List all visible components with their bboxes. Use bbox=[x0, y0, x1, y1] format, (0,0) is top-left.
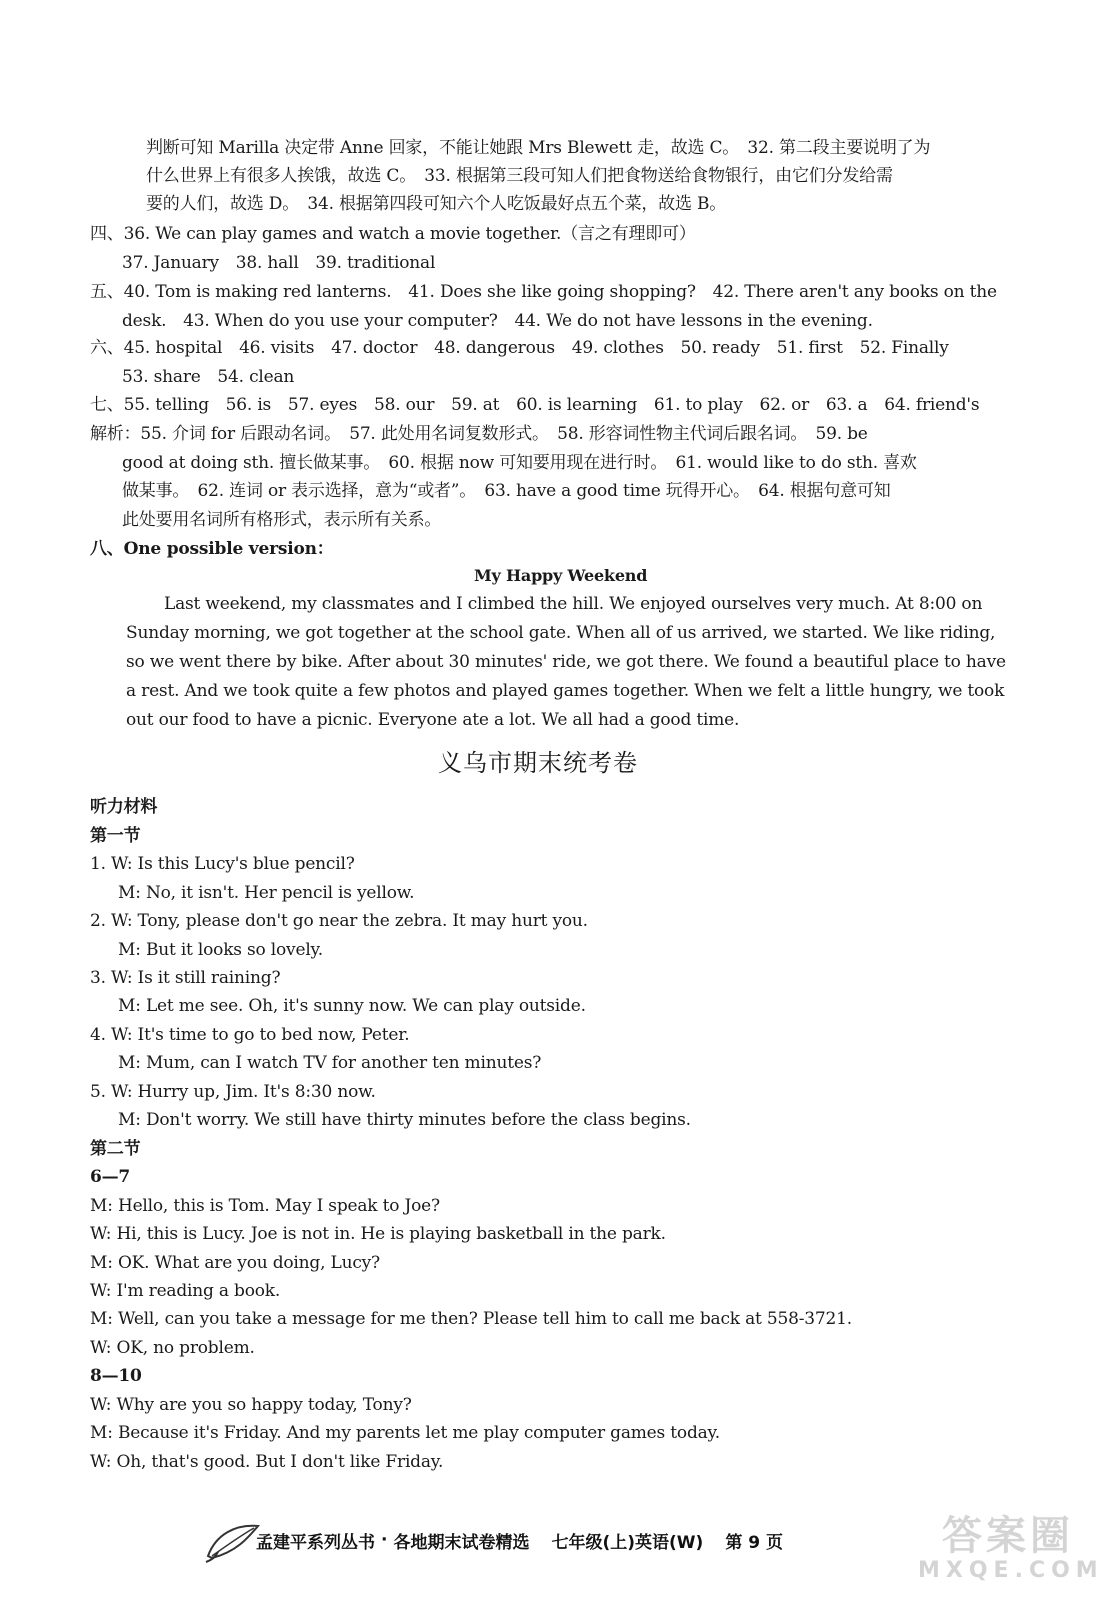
dialogue-line: M: OK. What are you doing, Lucy? bbox=[90, 1253, 380, 1273]
answer-line: 四、36. We can play games and watch a movie together.（言之有理即可） bbox=[90, 224, 696, 244]
essay-line: out our food to have a picnic. Everyone ate a lot. We all had a good time. bbox=[126, 710, 740, 730]
watermark-main: 答案圈 bbox=[942, 1513, 1074, 1559]
page-footer bbox=[200, 1522, 880, 1558]
answer-line: 七、55. telling 56. is 57. eyes 58. our 59. at 60. is learning 61. to play 62. or 63. a 64. friend's bbox=[90, 395, 980, 415]
analysis-line: 解析：55. 介词 for 后跟动名词。 57. 此处用名词复数形式。 58. 形容词性物主代词后跟名词。 59. be bbox=[90, 424, 868, 444]
exam-title: 义乌市期末统考卷 bbox=[438, 749, 638, 777]
essay-line: Sunday morning, we got together at the school gate. When all of us arrived, we started. We like riding, bbox=[126, 623, 996, 643]
dialogue-line: M: But it looks so lovely. bbox=[118, 940, 323, 960]
dialogue-line: W: Hi, this is Lucy. Joe is not in. He is playing basketball in the park. bbox=[90, 1224, 666, 1244]
footer-book: 各地期末试卷精选 bbox=[393, 1532, 530, 1553]
section-heading: 第一节 bbox=[90, 826, 141, 846]
dialogue-line: 2. W: Tony, please don't go near the zebra. It may hurt you. bbox=[90, 911, 588, 931]
dialogue-line: M: Because it's Friday. And my parents let me play computer games today. bbox=[90, 1423, 720, 1443]
essay-title: My Happy Weekend bbox=[474, 566, 648, 585]
answer-line: 53. share 54. clean bbox=[122, 367, 295, 387]
dialogue-line: M: Let me see. Oh, it's sunny now. We can play outside. bbox=[118, 996, 586, 1016]
dialogue-line: M: Mum, can I watch TV for another ten minutes? bbox=[118, 1053, 542, 1073]
footer-grade: 七年级(上)英语(W) bbox=[551, 1532, 704, 1553]
watermark-sub: MXQE.COM bbox=[918, 1558, 1104, 1583]
dialogue-line: M: No, it isn't. Her pencil is yellow. bbox=[118, 883, 415, 903]
dialogue-line: M: Hello, this is Tom. May I speak to Joe? bbox=[90, 1196, 440, 1216]
footer-series: 孟建平系列丛书 bbox=[256, 1532, 375, 1553]
dialogue-line: 3. W: Is it still raining? bbox=[90, 968, 281, 988]
answer-line: 37. January 38. hall 39. traditional bbox=[122, 253, 436, 273]
watermark bbox=[918, 1500, 1104, 1596]
dialogue-line: W: Oh, that's good. But I don't like Friday. bbox=[90, 1452, 444, 1472]
analysis-line: good at doing sth. 擅长做某事。 60. 根据 now 可知要用现在进行时。 61. would like to do sth. 喜欢 bbox=[122, 453, 917, 473]
answer-line: 什么世界上有很多人挨饿，故选 C。 33. 根据第三段可知人们把食物送给食物银行，由它们分发给需 bbox=[146, 166, 893, 186]
dialogue-line: M: Well, can you take a message for me then? Please tell him to call me back at 558-3721. bbox=[90, 1309, 852, 1329]
listening-heading: 听力材料 bbox=[90, 797, 158, 817]
question-group: 6—7 bbox=[90, 1167, 131, 1187]
dialogue-line: M: Don't worry. We still have thirty minutes before the class begins. bbox=[118, 1110, 691, 1130]
section-heading: 第二节 bbox=[90, 1139, 141, 1159]
analysis-line: 此处要用名词所有格形式，表示所有关系。 bbox=[122, 510, 442, 530]
dialogue-line: W: OK, no problem. bbox=[90, 1338, 255, 1358]
dialogue-line: 1. W: Is this Lucy's blue pencil? bbox=[90, 854, 355, 874]
answer-line: desk. 43. When do you use your computer? 44. We do not have lessons in the evening. bbox=[122, 311, 873, 331]
essay-line: so we went there by bike. After about 30 minutes' ride, we got there. We found a beautiful place to have bbox=[126, 652, 1006, 672]
answer-line: 判断可知 Marilla 决定带 Anne 回家，不能让她跟 Mrs Blewett 走，故选 C。 32. 第二段主要说明了为 bbox=[146, 138, 931, 158]
analysis-line: 做某事。 62. 连词 or 表示选择，意为“或者”。 63. have a good time 玩得开心。 64. 根据句意可知 bbox=[122, 481, 891, 501]
answer-line: 要的人们，故选 D。 34. 根据第四段可知六个人吃饭最好点五个菜，故选 B。 bbox=[146, 194, 727, 214]
answer-line: 六、45. hospital 46. visits 47. doctor 48. dangerous 49. clothes 50. ready 51. first 52. Finally bbox=[90, 338, 949, 358]
dialogue-line: W: Why are you so happy today, Tony? bbox=[90, 1395, 412, 1415]
essay-line: Last weekend, my classmates and I climbed the hill. We enjoyed ourselves very much. At 8:00 on bbox=[164, 594, 983, 614]
page-number: 第 9 页 bbox=[725, 1532, 783, 1553]
writing-heading: 八、One possible version： bbox=[90, 539, 334, 559]
dialogue-line: W: I'm reading a book. bbox=[90, 1281, 281, 1301]
footer-separator: · bbox=[381, 1530, 388, 1550]
question-group: 8—10 bbox=[90, 1366, 142, 1386]
dialogue-line: 5. W: Hurry up, Jim. It's 8:30 now. bbox=[90, 1082, 376, 1102]
essay-line: a rest. And we took quite a few photos and played games together. When we felt a little hungry, we took bbox=[126, 681, 1005, 701]
dialogue-line: 4. W: It's time to go to bed now, Peter. bbox=[90, 1025, 410, 1045]
answer-line: 五、40. Tom is making red lanterns. 41. Does she like going shopping? 42. There aren't any books on the bbox=[90, 282, 997, 302]
